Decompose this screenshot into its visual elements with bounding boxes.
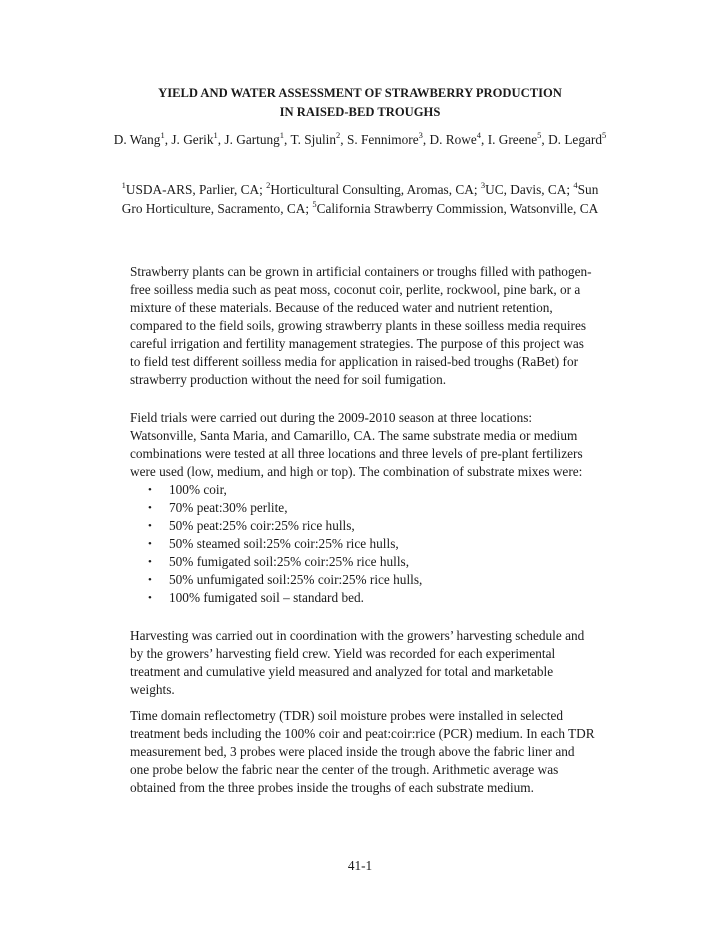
list-item [130,535,596,553]
harvest-paragraph [130,627,596,699]
field-trials-section [130,409,596,607]
affiliation-text: California Strawberry Commission, Watsonville, CA [316,201,599,216]
substrate-mix-text: 100% fumigated soil – standard bed. [169,590,364,605]
list-item [130,589,596,607]
author-name: I. Greene [487,132,538,147]
bullet-icon: • [148,574,152,586]
affiliation-text: Horticultural Consulting, Aromas, CA; [270,182,481,197]
affiliation-sup: 2 [266,179,271,190]
affiliation-sup: 3 [480,179,486,190]
substrate-mix-text: 50% steamed soil:25% coir:25% rice hulls, [169,536,399,551]
list-item [130,481,596,499]
author-name: D. Legard [548,132,602,147]
paper-title [100,84,620,122]
author-affiliation-sup: 3 [418,129,423,140]
bullet-icon: • [148,556,152,568]
bullet-icon: • [148,484,152,496]
bullet-icon: • [148,538,152,550]
author-name: T. Sjulin [290,132,337,147]
author-name: D. Wang [113,132,161,147]
affiliation-sup: 1 [121,179,126,190]
author-affiliation-sup: 5 [601,129,607,140]
substrate-mix-text: 50% fumigated soil:25% coir:25% rice hulls, [169,554,410,569]
bullet-icon: • [148,592,152,604]
list-item [130,499,596,517]
title-line-1: YIELD AND WATER ASSESSMENT OF STRAWBERRY PRODUCTION [158,86,562,100]
field-trials-text: Field trials were carried out during the 2009-2010 season at three locations: Watsonville, Santa Maria, and Camarillo, CA. The same substrate media or medium combinations were tested at all three locations and three levels of pre-plant fertilizers were used (low, medium, and high or top). The combination of substrate mixes were: [130,410,583,479]
list-item [130,517,596,535]
title-line-2: IN RAISED-BED TROUGHS [279,105,441,119]
author-affiliation-sup: 1 [213,129,218,140]
affiliation-sup: 5 [312,198,317,209]
list-item [130,553,596,571]
author-affiliation-sup: 1 [160,129,165,140]
list-item [130,571,596,589]
bullet-icon: • [148,520,152,532]
tdr-text: Time domain reflectometry (TDR) soil moisture probes were installed in selected treatment beds including the 100% coir and peat:coir:rice (PCR) medium. In each TDR measurement bed, 3 probes were placed inside the trough above the fabric liner and one probe below the fabric near the center of the trough. Arithmetic average was obtained from the three probes inside the troughs of each substrate medium. [130,708,595,795]
substrate-mix-list [130,481,596,607]
author-affiliation-sup: 2 [336,129,341,140]
author-affiliation-sup: 1 [279,129,285,140]
page-number: 41-1 [347,858,373,873]
affiliation-text: UC, Davis, CA; [485,182,574,197]
author-name: D. Rowe [429,132,477,147]
substrate-mix-text: 100% coir, [169,482,227,497]
harvest-text: Harvesting was carried out in coordination with the growers’ harvesting schedule and by the growers’ harvesting field crew. Yield was recorded for each experimental treatment and cumulative yield measured and analyzed for total and marketable weights. [130,628,585,697]
author-affiliation-sup: 5 [537,129,542,140]
author-list: D. Wang$^1$, J. Gerik$^1$, J. Gartung$^1$, T. Sjulin$^2$, S. Fennimore$^3$, D. Rowe$^4$, I. Greene$^5$, D. Legard$^5$ [113,129,607,147]
author-name: J. Gerik [171,132,214,147]
affiliation-text: Sun Gro Horticulture, Sacramento, CA; [121,182,599,216]
author-name: J. Gartung [224,132,280,147]
substrate-mix-text: 70% peat:30% perlite, [169,500,288,515]
substrate-mix-text: 50% unfumigated soil:25% coir:25% rice hulls, [169,572,423,587]
author-affiliation-sup: 4 [476,129,482,140]
tdr-paragraph [130,707,596,797]
affiliation-text: USDA-ARS, Parlier, CA; [125,182,267,197]
substrate-mix-text: 50% peat:25% coir:25% rice hulls, [169,518,355,533]
author-name: S. Fennimore [346,132,419,147]
affiliation-list [110,180,610,218]
intro-paragraph [130,263,596,389]
intro-text: Strawberry plants can be grown in artificial containers or troughs filled with pathogen-free soilless media such as peat moss, coconut coir, perlite, rockwool, pine bark, or a mixture of these materials. Because of the reduced water and nutrient retention, compared to the field soils, growing strawberry plants in these soilless media requires careful irrigation and fertility management strategies. The purpose of this project was to field test different soilless media for application in raised-bed troughs (RaBet) for strawberry production without the need for soil fumigation. [130,264,592,387]
affiliation-sup: 4 [573,179,578,190]
bullet-icon: • [148,502,152,514]
